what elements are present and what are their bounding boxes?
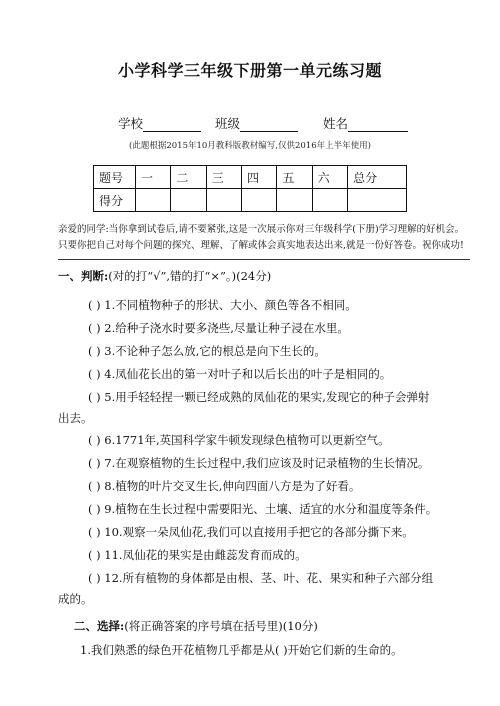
judgment-item[interactable]: ( ) 3.不论种子怎么放,它的根总是向下生长的。 xyxy=(88,344,326,358)
judgment-item[interactable]: ( ) 8.植物的叶片交叉生长,伸向四面八方是为了好看。 xyxy=(88,479,361,493)
judgment-item[interactable]: ( ) 9.植物在生长过程中需要阳光、土壤、适宜的水分和温度等条件。 xyxy=(88,502,438,516)
judgment-item[interactable]: ( ) 7.在观察植物的生长过程中,我们应该及时记录植物的生长情况。 xyxy=(88,456,430,470)
judgment-item[interactable]: ( ) 5.用手轻轻捏一颗已经成熟的凤仙花的果实,发现它的种子会弹射 xyxy=(88,390,430,404)
choice-question-1[interactable]: 1.我们熟悉的绿色开花植物几乎都是从( )开始它们新的生命的。 xyxy=(80,643,403,657)
score-table-score-row xyxy=(94,189,407,212)
name-blank[interactable] xyxy=(348,119,408,132)
judgment-item-continuation: 成的。 xyxy=(58,592,93,606)
score-cell[interactable] xyxy=(348,189,407,212)
header-cell: 四 xyxy=(242,166,277,189)
class-label: 班级 xyxy=(215,116,241,131)
judgment-item[interactable]: ( ) 4.凤仙花长出的第一对叶子和以后长出的叶子是相同的。 xyxy=(88,367,392,381)
judgment-item-continuation: 出去。 xyxy=(58,411,93,425)
name-field[interactable] xyxy=(323,114,408,132)
section-2-heading: 二、选择: xyxy=(74,619,125,633)
score-cell[interactable] xyxy=(136,189,171,212)
header-cell: 题号 xyxy=(94,166,136,189)
judgment-item[interactable]: ( ) 1.不同植物种子的形状、大小、颜色等各不相同。 xyxy=(88,298,357,312)
school-blank[interactable] xyxy=(143,119,201,132)
score-cell[interactable] xyxy=(242,189,277,212)
section-2-header xyxy=(74,618,318,634)
score-cell[interactable] xyxy=(171,189,206,212)
judgment-item[interactable]: ( ) 12.所有植物的身体都是由根、茎、叶、花、果实和种子六部分组 xyxy=(88,571,434,585)
intro-line-2: 只要你把自己对每个问题的探究、理解、了解或体会真实地表达出来,就是一份好答卷。祝你成功! xyxy=(58,240,464,251)
header-cell: 一 xyxy=(136,166,171,189)
header-cell: 二 xyxy=(171,166,206,189)
score-table-header-row xyxy=(94,166,407,189)
name-label: 姓名 xyxy=(323,116,349,131)
header-cell: 六 xyxy=(312,166,347,189)
score-cell[interactable] xyxy=(277,189,312,212)
section-1-heading: 一、判断: xyxy=(58,269,109,283)
school-label: 学校 xyxy=(118,116,144,131)
judgment-item[interactable]: ( ) 10.观察一朵凤仙花,我们可以直接用手把它的各部分撕下来。 xyxy=(88,525,414,539)
score-cell[interactable] xyxy=(206,189,241,212)
edition-note: (此题根据2015年10月教科版教材编写,仅供2016年上半年使用) xyxy=(129,141,371,151)
class-field[interactable] xyxy=(215,114,298,132)
judgment-item[interactable]: ( ) 6.1771年,英国科学家牛顿发现绿色植物可以更新空气。 xyxy=(88,433,390,447)
judgment-item[interactable]: ( ) 2.给种子浇水时要多浇些,尽量让种子浸在水里。 xyxy=(88,321,349,335)
section-1-instruction: (对的打“√”,错的打“×”。)(24分) xyxy=(108,269,272,283)
section-1-header xyxy=(58,268,271,284)
judgment-item[interactable]: ( ) 11.凤仙花的果实是由雌蕊发育而成的。 xyxy=(88,548,307,562)
intro-line-1: 亲爱的同学:当你拿到试卷后,请不要紧张,这是一次展示你对三年级科学(下册)学习理解的好机会。 xyxy=(58,224,465,235)
header-cell: 三 xyxy=(206,166,241,189)
header-cell: 五 xyxy=(277,166,312,189)
section-2-instruction: (将正确答案的序号填在括号里)(10分) xyxy=(124,619,318,633)
score-cell[interactable] xyxy=(312,189,347,212)
section-divider xyxy=(58,259,470,260)
class-blank[interactable] xyxy=(240,119,298,132)
school-field[interactable] xyxy=(118,114,201,132)
header-cell: 总分 xyxy=(348,166,407,189)
score-table xyxy=(93,165,407,212)
worksheet-title: 小学科学三年级下册第一单元练习题 xyxy=(117,61,382,80)
score-row-label: 得分 xyxy=(94,189,136,212)
